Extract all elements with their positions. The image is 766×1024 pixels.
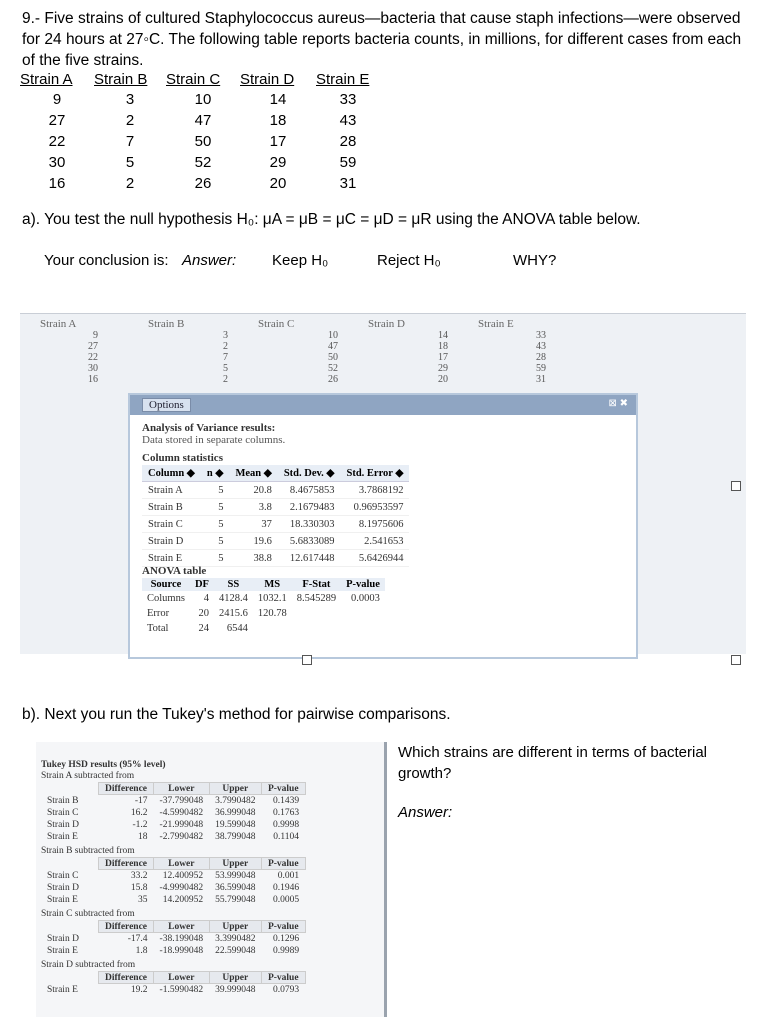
part-b-question: Which strains are different in terms of bacterial growth?	[398, 744, 708, 782]
table-cell: Strain D	[47, 933, 79, 944]
table-cell: -18.999048	[159, 946, 204, 956]
tukey-table	[41, 920, 306, 957]
table-cell: 0.0793	[272, 985, 300, 995]
close-icon[interactable]: ⊠ ✖	[608, 398, 628, 409]
column-header: Std. Error ◆	[340, 465, 409, 482]
tukey-title: Tukey HSD results (95% level)	[41, 760, 166, 770]
table-cell	[41, 921, 99, 933]
table-row	[41, 945, 305, 957]
table-cell: 47	[194, 112, 212, 129]
table-header-row	[41, 858, 305, 870]
table-cell: Strain C	[142, 516, 201, 533]
table-cell: Strain E	[47, 895, 78, 905]
table-row	[41, 807, 305, 819]
table-cell: -17	[134, 796, 148, 806]
table-cell: 20.8	[229, 482, 277, 499]
table-cell: 0.96953597	[340, 499, 409, 516]
grid-cell: 7	[223, 352, 228, 363]
grid-cell: 14	[438, 330, 448, 341]
column-header: Upper	[209, 858, 261, 870]
table-cell: -21.999048	[159, 820, 204, 830]
table-cell: 7	[125, 133, 135, 150]
column-header: Difference	[99, 858, 154, 870]
grid-cell: 26	[328, 374, 338, 385]
table-cell: Total	[147, 623, 169, 634]
table-cell: 3.7990482	[215, 796, 256, 806]
grid-cell: 29	[438, 363, 448, 374]
table-cell: 16.2	[130, 808, 148, 818]
table-cell: -17.4	[127, 934, 148, 944]
table-cell: 1.8	[135, 946, 148, 956]
table-cell: Strain E	[47, 832, 78, 842]
table-row	[142, 550, 409, 567]
table-cell: 2.1679483	[278, 499, 341, 516]
column-header: F-Stat	[292, 578, 341, 591]
table-cell: 35	[138, 895, 148, 905]
column-header: n ◆	[201, 465, 230, 482]
table-cell: 20	[198, 608, 209, 619]
table-cell: 50	[194, 133, 212, 150]
table-cell: Strain E	[47, 984, 78, 995]
column-header: Lower	[154, 858, 210, 870]
table-cell: 22.599048	[215, 946, 256, 956]
table-cell: 0.0005	[272, 895, 300, 905]
table-cell: 5	[201, 516, 230, 533]
why-label: WHY?	[513, 252, 557, 269]
tukey-table	[41, 782, 306, 843]
answer-label-a: Answer:	[182, 252, 237, 269]
table-cell: 10	[194, 91, 212, 108]
table-row	[41, 882, 305, 894]
table-cell: Strain E	[142, 550, 201, 567]
anova-subtitle: Data stored in separate columns.	[142, 434, 286, 446]
grid-cell: 5	[223, 363, 228, 374]
dialog-titlebar	[130, 395, 636, 415]
grid-cell: 47	[328, 341, 338, 352]
grid-cell: 33	[536, 330, 546, 341]
table-cell	[41, 783, 99, 795]
table-cell: 33	[339, 91, 357, 108]
table-cell: 17	[269, 133, 287, 150]
table-cell: 31	[339, 175, 357, 192]
table-cell: 38.8	[229, 550, 277, 567]
table-cell: Strain C	[47, 870, 79, 881]
grid-cell: 2	[223, 341, 228, 352]
grid-cell: 17	[438, 352, 448, 363]
table-row	[41, 819, 305, 831]
table-row	[142, 606, 385, 621]
column-header: Strain A	[20, 71, 73, 88]
part-b-text: b). Next you run the Tukey's method for pairwise comparisons.	[22, 706, 451, 723]
table-row	[41, 894, 305, 906]
table-cell: 3.7868192	[340, 482, 409, 499]
grid-header: Strain C	[258, 318, 295, 330]
table-cell: 12.617448	[278, 550, 341, 567]
table-cell: 120.78	[257, 608, 287, 619]
table-cell	[341, 621, 385, 636]
tukey-results-panel	[36, 742, 384, 1017]
statcrunch-screenshot	[20, 313, 746, 654]
table-cell: 27	[48, 112, 66, 129]
column-header: DF	[190, 578, 214, 591]
column-header: Upper	[209, 921, 261, 933]
table-cell: 2415.6	[218, 608, 248, 619]
table-row	[142, 621, 385, 636]
grid-cell: 27	[88, 341, 98, 352]
grid-cell: 3	[223, 330, 228, 341]
table-cell: 0.9998	[272, 820, 300, 830]
anova-title: Analysis of Variance results:	[142, 422, 276, 434]
table-row	[20, 173, 380, 194]
table-cell: 26	[194, 175, 212, 192]
table-cell: 18.330303	[278, 516, 341, 533]
table-cell: 0.1763	[272, 808, 300, 818]
table-cell: 2.541653	[340, 533, 409, 550]
table-row	[142, 482, 409, 499]
reject-h0-option[interactable]: Reject H₀	[377, 252, 441, 269]
grid-cell: 9	[93, 330, 98, 341]
grid-header: Strain D	[368, 318, 405, 330]
table-cell: 14	[269, 91, 287, 108]
table-cell	[253, 621, 292, 636]
grid-header: Strain B	[148, 318, 185, 330]
table-cell: 52	[194, 154, 212, 171]
grid-cell: 43	[536, 341, 546, 352]
table-cell: Strain D	[47, 820, 79, 830]
table-cell: 5.6426944	[340, 550, 409, 567]
table-cell: -4.5990482	[159, 808, 204, 818]
table-cell: 5	[201, 533, 230, 550]
column-header: Lower	[154, 972, 210, 984]
column-header: Mean ◆	[229, 465, 277, 482]
table-row	[20, 110, 380, 131]
table-cell: 53.999048	[215, 871, 256, 881]
table-cell: 0.9989	[272, 946, 300, 956]
table-cell: 36.999048	[215, 808, 256, 818]
table-cell: 2	[125, 112, 135, 129]
table-cell: -1.5990482	[159, 985, 204, 995]
resize-handle-icon[interactable]	[731, 655, 741, 665]
table-cell: 37	[229, 516, 277, 533]
table-cell: 14.200952	[162, 895, 204, 905]
table-cell: 28	[339, 133, 357, 150]
group-label: Strain D subtracted from	[41, 960, 136, 970]
table-cell: Strain D	[142, 533, 201, 550]
column-header: Std. Dev. ◆	[278, 465, 341, 482]
column-header: P-value	[261, 921, 305, 933]
table-row	[142, 533, 409, 550]
column-header: P-value	[341, 578, 385, 591]
column-header: P-value	[261, 783, 305, 795]
column-header: Strain E	[316, 71, 370, 88]
column-header: P-value	[261, 972, 305, 984]
question-text: 9.- Five strains of cultured Staphylococcus aureus—bacteria that cause staph infections—were observed for 24 hours at 27◦C. The following table reports bacteria counts, in millions, for different cases from each of the five strains.	[22, 10, 742, 69]
grid-cell: 20	[438, 374, 448, 385]
tukey-table	[41, 857, 306, 906]
table-cell: 0.1296	[272, 934, 300, 944]
column-header: Difference	[99, 783, 154, 795]
table-cell: -2.7990482	[159, 832, 204, 842]
table-cell: 0.001	[277, 871, 300, 881]
column-header: Difference	[99, 972, 154, 984]
table-cell: 8.1975606	[340, 516, 409, 533]
group-label: Strain B subtracted from	[41, 846, 135, 856]
column-header: Lower	[154, 921, 210, 933]
column-header: Source	[142, 578, 190, 591]
table-cell: -4.9990482	[159, 883, 204, 893]
table-cell: Strain D	[47, 883, 79, 893]
grid-cell: 28	[536, 352, 546, 363]
table-row	[142, 499, 409, 516]
grid-cell: 18	[438, 341, 448, 352]
table-cell: Strain B	[142, 499, 201, 516]
table-header-row	[41, 783, 305, 795]
table-cell: 4128.4	[218, 593, 248, 604]
table-cell: 36.599048	[215, 883, 256, 893]
grid-cell: 31	[536, 374, 546, 385]
table-cell: 0.0003	[351, 593, 380, 604]
table-header-row	[41, 972, 305, 984]
column-header: SS	[214, 578, 253, 591]
grid-cell: 2	[223, 374, 228, 385]
table-cell: 18	[269, 112, 287, 129]
checkbox-icon[interactable]	[731, 481, 741, 491]
table-cell: 2	[125, 175, 135, 192]
column-header: Lower	[154, 783, 210, 795]
table-cell: -1.2	[132, 820, 148, 830]
table-cell: 5.6833089	[278, 533, 341, 550]
table-cell: 16	[48, 175, 66, 192]
group-label: Strain C subtracted from	[41, 909, 135, 919]
table-cell: 19.6	[229, 533, 277, 550]
anova-results-dialog	[128, 393, 638, 659]
table-row	[142, 591, 385, 606]
grid-header: Strain A	[40, 318, 77, 330]
table-cell: 38.799048	[215, 832, 256, 842]
column-header: Strain B	[94, 71, 148, 88]
anova-table	[142, 578, 385, 636]
table-row	[41, 933, 305, 946]
table-cell	[41, 972, 99, 984]
table-cell: 20	[269, 175, 287, 192]
table-cell: 0.1946	[272, 883, 300, 893]
grid-cell: 59	[536, 363, 546, 374]
table-row	[20, 89, 380, 110]
table-cell: 0.1104	[273, 832, 300, 842]
column-header: Upper	[209, 783, 261, 795]
table-cell: -38.199048	[159, 934, 204, 944]
table-row	[20, 131, 380, 152]
table-cell: Error	[147, 608, 170, 619]
column-header: P-value	[261, 858, 305, 870]
table-cell	[292, 606, 341, 621]
table-cell: 5	[201, 482, 230, 499]
table-cell: -37.799048	[159, 796, 204, 806]
table-cell: Strain A	[142, 482, 201, 499]
table-cell: Columns	[147, 593, 185, 604]
table-cell: 59	[339, 154, 357, 171]
table-cell: 24	[198, 623, 209, 634]
table-cell: 8.4675853	[278, 482, 341, 499]
column-header: Upper	[209, 972, 261, 984]
table-cell: 6544	[226, 623, 248, 634]
part-a-text: a). You test the null hypothesis H₀: μA = μB = μC = μD = μR using the ANOVA table below.	[22, 211, 641, 228]
table-cell: 5	[201, 499, 230, 516]
group-label: Strain A subtracted from	[41, 771, 135, 781]
table-cell: 9	[52, 91, 62, 108]
grid-cell: 30	[88, 363, 98, 374]
table-cell: 30	[48, 154, 66, 171]
table-row	[41, 831, 305, 843]
table-cell	[41, 858, 99, 870]
table-cell: 19.599048	[215, 820, 256, 830]
grid-cell: 52	[328, 363, 338, 374]
table-row	[20, 152, 380, 173]
answer-label-b: Answer:	[398, 804, 453, 821]
bacteria-count-table	[20, 70, 380, 194]
table-cell: Strain E	[47, 946, 78, 956]
table-cell: 8.545289	[296, 593, 337, 604]
table-cell: 39.999048	[215, 985, 256, 995]
column-header: Difference	[99, 921, 154, 933]
table-cell: 55.799048	[215, 895, 256, 905]
table-row	[41, 795, 305, 808]
conclusion-label: Your conclusion is:	[44, 252, 169, 269]
table-cell	[292, 621, 341, 636]
grid-cell: 50	[328, 352, 338, 363]
table-cell: 43	[339, 112, 357, 129]
column-statistics-table	[142, 465, 409, 567]
column-header: MS	[253, 578, 292, 591]
table-cell: 1032.1	[257, 593, 287, 604]
options-button[interactable]: Options	[142, 398, 191, 412]
table-cell: 18	[138, 832, 148, 842]
table-row	[142, 516, 409, 533]
table-cell: 29	[269, 154, 287, 171]
table-cell: 5	[125, 154, 135, 171]
table-row	[41, 870, 305, 883]
tukey-table	[41, 971, 306, 996]
table-cell: Strain B	[47, 795, 79, 806]
grid-cell: 10	[328, 330, 338, 341]
column-stats-title: Column statistics	[142, 452, 223, 464]
table-cell	[341, 606, 385, 621]
column-header: Strain C	[166, 71, 221, 88]
table-cell: 19.2	[130, 985, 148, 995]
column-header: Column ◆	[142, 465, 201, 482]
table-cell: 12.400952	[162, 871, 204, 881]
table-cell: 0.1439	[272, 796, 300, 806]
table-cell: 5	[201, 550, 230, 567]
table-cell: 3	[125, 91, 135, 108]
table-cell: 33.2	[130, 871, 148, 881]
anova-table-title: ANOVA table	[142, 565, 207, 577]
table-cell: 15.8	[130, 883, 148, 893]
resize-handle-icon[interactable]	[302, 655, 312, 665]
table-header-row	[41, 921, 305, 933]
table-cell: 3.3990482	[215, 934, 256, 944]
table-cell: 4	[203, 593, 209, 604]
table-cell: 22	[48, 133, 66, 150]
grid-cell: 16	[88, 374, 98, 385]
table-cell: 3.8	[229, 499, 277, 516]
grid-cell: 22	[88, 352, 98, 363]
column-header: Strain D	[240, 71, 295, 88]
table-row	[41, 984, 305, 997]
table-cell: Strain C	[47, 808, 79, 818]
grid-header: Strain E	[478, 318, 514, 330]
keep-h0-option[interactable]: Keep H₀	[272, 252, 329, 269]
